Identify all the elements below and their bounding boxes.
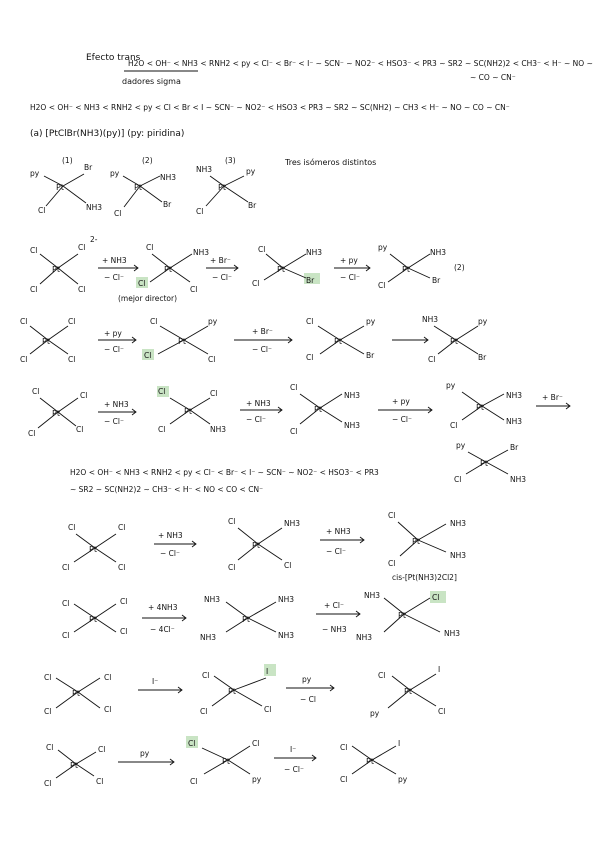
atom-label: Cl bbox=[190, 285, 198, 294]
atom-label: + py bbox=[340, 256, 358, 265]
atom-label: − Cl⁻ bbox=[284, 765, 304, 774]
atom-label: py bbox=[366, 317, 376, 326]
r6-arrow-2 bbox=[286, 675, 334, 704]
isomers-note: Tres isómeros distintos bbox=[285, 158, 377, 167]
atom-label: Pt bbox=[334, 337, 342, 346]
atom-label: Pt bbox=[404, 687, 412, 696]
atom-label: + py bbox=[104, 329, 122, 338]
atom-label: Cl bbox=[46, 743, 54, 752]
atom-label: + Cl⁻ bbox=[324, 601, 344, 610]
atom-label: Cl bbox=[306, 353, 314, 362]
atom-label: Cl bbox=[200, 707, 208, 716]
atom-label: Cl bbox=[388, 559, 396, 568]
atom-label: NH3 bbox=[160, 173, 177, 182]
atom-label: NH3 bbox=[506, 391, 523, 400]
atom-label: Br bbox=[84, 163, 93, 172]
r5-arrow-2 bbox=[316, 601, 360, 634]
trans-series-1-end: ~ CO ~ CN⁻ bbox=[470, 73, 516, 82]
trans-series-1: H2O < OH⁻ < NH3 < RNH2 < py < Cl⁻ < Br⁻ < I⁻ ~ SCN⁻ ~ NO2⁻ < HSO3⁻ < PR3 ~ SR2 ~ SC(NH2)2 < CH3⁻ < H⁻ ~ NO ~ bbox=[128, 59, 593, 68]
atom-label: Br bbox=[366, 351, 375, 360]
r3-arrow-2 bbox=[240, 399, 282, 424]
r5-product bbox=[356, 591, 460, 642]
atom-label: (2) bbox=[142, 156, 153, 165]
atom-label: I bbox=[266, 667, 269, 676]
atom-label: − Cl⁻ bbox=[104, 417, 124, 426]
atom-label: NH3 bbox=[364, 591, 381, 600]
r1-product bbox=[378, 243, 465, 290]
atom-label: Cl bbox=[32, 387, 40, 396]
atom-label: Br bbox=[248, 201, 257, 210]
atom-label: Cl bbox=[258, 245, 266, 254]
atom-label: Cl bbox=[210, 389, 218, 398]
atom-label: Cl bbox=[20, 317, 28, 326]
atom-label: Cl bbox=[150, 317, 158, 326]
atom-label: Cl bbox=[284, 561, 292, 570]
atom-label: Pt bbox=[412, 537, 420, 546]
atom-label: Pt bbox=[89, 615, 97, 624]
atom-label: − Cl⁻ bbox=[340, 273, 360, 282]
atom-label: (3) bbox=[225, 156, 236, 165]
atom-label: Cl bbox=[20, 355, 28, 364]
atom-label: NH3 bbox=[430, 248, 447, 257]
atom-label: py bbox=[302, 675, 312, 684]
atom-label: Pt bbox=[52, 409, 60, 418]
atom-label: NH3 bbox=[200, 633, 217, 642]
atom-label: Cl bbox=[96, 777, 104, 786]
atom-label: Cl bbox=[76, 425, 84, 434]
atom-label: − Cl⁻ bbox=[160, 549, 180, 558]
atom-label: Pt bbox=[450, 337, 458, 346]
atom-label: py bbox=[398, 775, 408, 784]
atom-label: Cl bbox=[104, 705, 112, 714]
r4-int-1 bbox=[228, 517, 300, 572]
atom-label: NH3 bbox=[306, 248, 323, 257]
atom-label: − Cl⁻ bbox=[252, 345, 272, 354]
atom-label: 2- bbox=[90, 235, 98, 244]
atom-label: + NH3 bbox=[102, 256, 127, 265]
atom-label: Cl bbox=[62, 599, 70, 608]
r1-arrow-1 bbox=[98, 256, 138, 282]
atom-label: NH3 bbox=[284, 519, 301, 528]
atom-label: Br bbox=[510, 443, 519, 452]
atom-label: Br bbox=[432, 276, 441, 285]
atom-label: NH3 bbox=[204, 595, 221, 604]
atom-label: Cl bbox=[80, 391, 88, 400]
atom-label: Cl bbox=[68, 523, 76, 532]
topic-title: Efecto trans bbox=[86, 53, 141, 63]
atom-label: Pt bbox=[42, 337, 50, 346]
atom-label: Cl bbox=[252, 739, 260, 748]
atom-label: Cl bbox=[264, 705, 272, 714]
atom-label: I bbox=[398, 739, 401, 748]
atom-label: NH3 bbox=[344, 421, 361, 430]
atom-label: Cl bbox=[120, 597, 128, 606]
r1-start bbox=[30, 235, 98, 294]
atom-label: + Br⁻ bbox=[252, 327, 273, 336]
atom-label: Cl bbox=[28, 429, 36, 438]
r5-arrow-1 bbox=[142, 603, 186, 634]
problem-label: (a) [PtClBr(NH3)(py)] (py: piridina) bbox=[30, 129, 185, 139]
r7-int-1 bbox=[186, 736, 262, 786]
r1-int-1 bbox=[118, 243, 209, 303]
r4-start bbox=[62, 523, 125, 572]
trans-series-3: H2O < OH⁻ < NH3 < RNH2 < py < Cl⁻ < Br⁻ < I⁻ ~ SCN⁻ ~ NO2⁻ < HSO3⁻ < PR3 bbox=[70, 468, 379, 477]
atom-label: NH3 bbox=[210, 425, 227, 434]
atom-label: NH3 bbox=[278, 595, 295, 604]
atom-label: NH3 bbox=[278, 631, 295, 640]
atom-label: Pt bbox=[366, 757, 374, 766]
atom-label: py bbox=[370, 709, 380, 718]
atom-label: Pt bbox=[228, 687, 236, 696]
atom-label: I⁻ bbox=[152, 677, 159, 686]
atom-label: − Cl bbox=[300, 695, 316, 704]
atom-label: Cl bbox=[30, 246, 38, 255]
atom-label: Pt bbox=[134, 183, 142, 192]
atom-label: Cl bbox=[118, 523, 126, 532]
atom-label: Pt bbox=[52, 265, 60, 274]
atom-label: − Cl⁻ bbox=[212, 273, 232, 282]
r3-product bbox=[454, 441, 526, 484]
atom-label: + NH3 bbox=[326, 527, 351, 536]
atom-label: NH3 bbox=[450, 519, 467, 528]
r6-arrow-1 bbox=[138, 677, 182, 693]
atom-label: Cl bbox=[44, 779, 52, 788]
r4-product bbox=[388, 511, 466, 582]
atom-label: + NH3 bbox=[158, 531, 183, 540]
r3-int-1 bbox=[157, 386, 226, 434]
atom-label: Pt bbox=[314, 405, 322, 414]
atom-label: NH3 bbox=[356, 633, 373, 642]
atom-label: (1) bbox=[62, 156, 73, 165]
atom-label: I bbox=[438, 665, 441, 674]
atom-label: Cl bbox=[188, 739, 196, 748]
r7-arrow-2 bbox=[274, 745, 316, 774]
r4-arrow-2 bbox=[320, 527, 364, 556]
r3-arrow-3 bbox=[378, 397, 432, 424]
atom-label: + Br⁻ bbox=[210, 256, 231, 265]
atom-label: Cl bbox=[144, 351, 152, 360]
r7-start bbox=[44, 743, 105, 788]
atom-label: Br bbox=[163, 200, 172, 209]
atom-label: NH3 bbox=[196, 165, 213, 174]
atom-label: Cl bbox=[340, 775, 348, 784]
isomer-3 bbox=[196, 156, 257, 216]
atom-label: Pt bbox=[164, 265, 172, 274]
atom-label: Cl bbox=[146, 243, 154, 252]
r7-arrow-1 bbox=[118, 749, 174, 765]
cis-product-label: cis-[Pt(NH3)2Cl2] bbox=[392, 573, 457, 582]
director-note: (mejor director) bbox=[118, 294, 178, 303]
atom-label: Cl bbox=[118, 563, 126, 572]
atom-label: Pt bbox=[72, 689, 80, 698]
atom-label: Pt bbox=[218, 183, 226, 192]
atom-label: Cl bbox=[190, 777, 198, 786]
atom-label: Cl bbox=[290, 383, 298, 392]
atom-label: Cl bbox=[44, 707, 52, 716]
atom-label: Cl bbox=[68, 355, 76, 364]
atom-label: Cl bbox=[378, 281, 386, 290]
atom-label: py bbox=[30, 169, 40, 178]
r7-product bbox=[340, 739, 408, 784]
atom-label: Cl bbox=[30, 285, 38, 294]
atom-label: Cl bbox=[228, 563, 236, 572]
r3-arrow-4 bbox=[536, 393, 570, 409]
atom-label: NH3 bbox=[450, 551, 467, 560]
r2-start bbox=[20, 317, 75, 364]
r2-arrow-1 bbox=[98, 329, 136, 354]
atom-label: Cl bbox=[114, 209, 122, 218]
atom-label: py bbox=[208, 317, 218, 326]
r3-int-2 bbox=[290, 383, 360, 436]
atom-label: py bbox=[446, 381, 456, 390]
atom-label: Pt bbox=[242, 615, 250, 624]
atom-label: Cl bbox=[450, 421, 458, 430]
atom-label: Pt bbox=[398, 611, 406, 620]
atom-label: Cl bbox=[438, 707, 446, 716]
atom-label: + NH3 bbox=[246, 399, 271, 408]
atom-label: − Cl⁻ bbox=[392, 415, 412, 424]
atom-label: Cl bbox=[120, 627, 128, 636]
atom-label: Cl bbox=[432, 593, 440, 602]
atom-label: − Cl⁻ bbox=[246, 415, 266, 424]
atom-label: NH3 bbox=[422, 315, 439, 324]
r2-int-1 bbox=[142, 317, 218, 364]
atom-label: − NH3 bbox=[322, 625, 347, 634]
r2-arrow-3 bbox=[392, 337, 428, 343]
r6-int-1 bbox=[200, 664, 276, 716]
atom-label: py bbox=[456, 441, 466, 450]
atom-label: Br bbox=[478, 353, 487, 362]
r2-product bbox=[422, 315, 488, 364]
atom-label: Pt bbox=[56, 183, 64, 192]
trans-series-2: H2O < OH⁻ < NH3 < RNH2 < py < Cl < Br < I ~ SCN⁻ ~ NO2⁻ < HSO3 < PR3 ~ SR2 ~ SC(NH2) ~ CH3 < H⁻ ~ NO ~ CO ~ CN⁻ bbox=[30, 103, 510, 112]
atom-label: Pt bbox=[89, 545, 97, 554]
atom-label: py bbox=[378, 243, 388, 252]
isomer-1 bbox=[30, 156, 102, 215]
atom-label: Cl bbox=[208, 355, 216, 364]
atom-label: Cl bbox=[78, 285, 86, 294]
atom-label: py bbox=[478, 317, 488, 326]
atom-label: Pt bbox=[222, 757, 230, 766]
atom-label: − Cl⁻ bbox=[104, 273, 124, 282]
atom-label: Cl bbox=[202, 671, 210, 680]
atom-label: Cl bbox=[38, 206, 46, 215]
atom-label: Cl bbox=[78, 243, 86, 252]
atom-label: py bbox=[110, 169, 120, 178]
atom-label: py bbox=[246, 167, 256, 176]
r3-start bbox=[28, 387, 87, 438]
atom-label: + py bbox=[392, 397, 410, 406]
r3-int-3 bbox=[446, 381, 522, 430]
atom-label: − 4Cl⁻ bbox=[150, 625, 175, 634]
atom-label: Pt bbox=[178, 337, 186, 346]
atom-label: Cl bbox=[378, 671, 386, 680]
atom-label: NH3 bbox=[344, 391, 361, 400]
atom-label: − Cl⁻ bbox=[104, 345, 124, 354]
atom-label: Cl bbox=[228, 517, 236, 526]
atom-label: NH3 bbox=[506, 417, 523, 426]
atom-label: NH3 bbox=[193, 248, 210, 257]
atom-label: Cl bbox=[138, 279, 146, 288]
r2-int-2 bbox=[306, 317, 376, 362]
atom-label: Cl bbox=[196, 207, 204, 216]
atom-label: Cl bbox=[98, 745, 106, 754]
atom-label: − Cl⁻ bbox=[326, 547, 346, 556]
r4-arrow-1 bbox=[154, 531, 196, 558]
r1-arrow-3 bbox=[334, 256, 370, 282]
atom-label: Pt bbox=[252, 541, 260, 550]
atom-label: + 4NH3 bbox=[148, 603, 178, 612]
atom-label: NH3 bbox=[86, 203, 103, 212]
atom-label: Cl bbox=[388, 511, 396, 520]
atom-label: + Br⁻ bbox=[542, 393, 563, 402]
r5-int-1 bbox=[200, 595, 294, 642]
atom-label: Pt bbox=[70, 761, 78, 770]
r1-int-2 bbox=[252, 245, 322, 288]
r1-arrow-2 bbox=[206, 256, 238, 282]
atom-label: Cl bbox=[158, 425, 166, 434]
atom-label: Cl bbox=[306, 317, 314, 326]
atom-label: (2) bbox=[454, 263, 465, 272]
atom-label: NH3 bbox=[444, 629, 461, 638]
atom-label: Cl bbox=[62, 631, 70, 640]
atom-label: py bbox=[140, 749, 150, 758]
atom-label: Pt bbox=[476, 403, 484, 412]
atom-label: Cl bbox=[252, 279, 260, 288]
atom-label: Pt bbox=[480, 459, 488, 468]
atom-label: I⁻ bbox=[290, 745, 297, 754]
atom-label: Cl bbox=[340, 743, 348, 752]
trans-series-3b: ~ SR2 ~ SC(NH2)2 ~ CH3⁻ < H⁻ < NO < CO < CN⁻ bbox=[70, 485, 264, 494]
r6-product bbox=[370, 665, 445, 718]
atom-label: Cl bbox=[62, 563, 70, 572]
atom-label: Cl bbox=[68, 317, 76, 326]
r3-arrow-1 bbox=[98, 400, 136, 426]
r6-start bbox=[44, 673, 111, 716]
r5-start bbox=[62, 597, 127, 640]
atom-label: Cl bbox=[428, 355, 436, 364]
atom-label: Cl bbox=[290, 427, 298, 436]
atom-label: Pt bbox=[402, 265, 410, 274]
atom-label: NH3 bbox=[510, 475, 527, 484]
r2-arrow-2 bbox=[234, 327, 292, 354]
atom-label: Pt bbox=[277, 265, 285, 274]
atom-label: py bbox=[252, 775, 262, 784]
atom-label: Pt bbox=[184, 407, 192, 416]
atom-label: Br bbox=[306, 276, 315, 285]
atom-label: Cl bbox=[454, 475, 462, 484]
atom-label: Cl bbox=[158, 387, 166, 396]
donors-note: dadores sigma bbox=[122, 77, 181, 86]
isomer-2 bbox=[110, 156, 176, 218]
atom-label: + NH3 bbox=[104, 400, 129, 409]
atom-label: Cl bbox=[104, 673, 112, 682]
atom-label: Cl bbox=[44, 673, 52, 682]
